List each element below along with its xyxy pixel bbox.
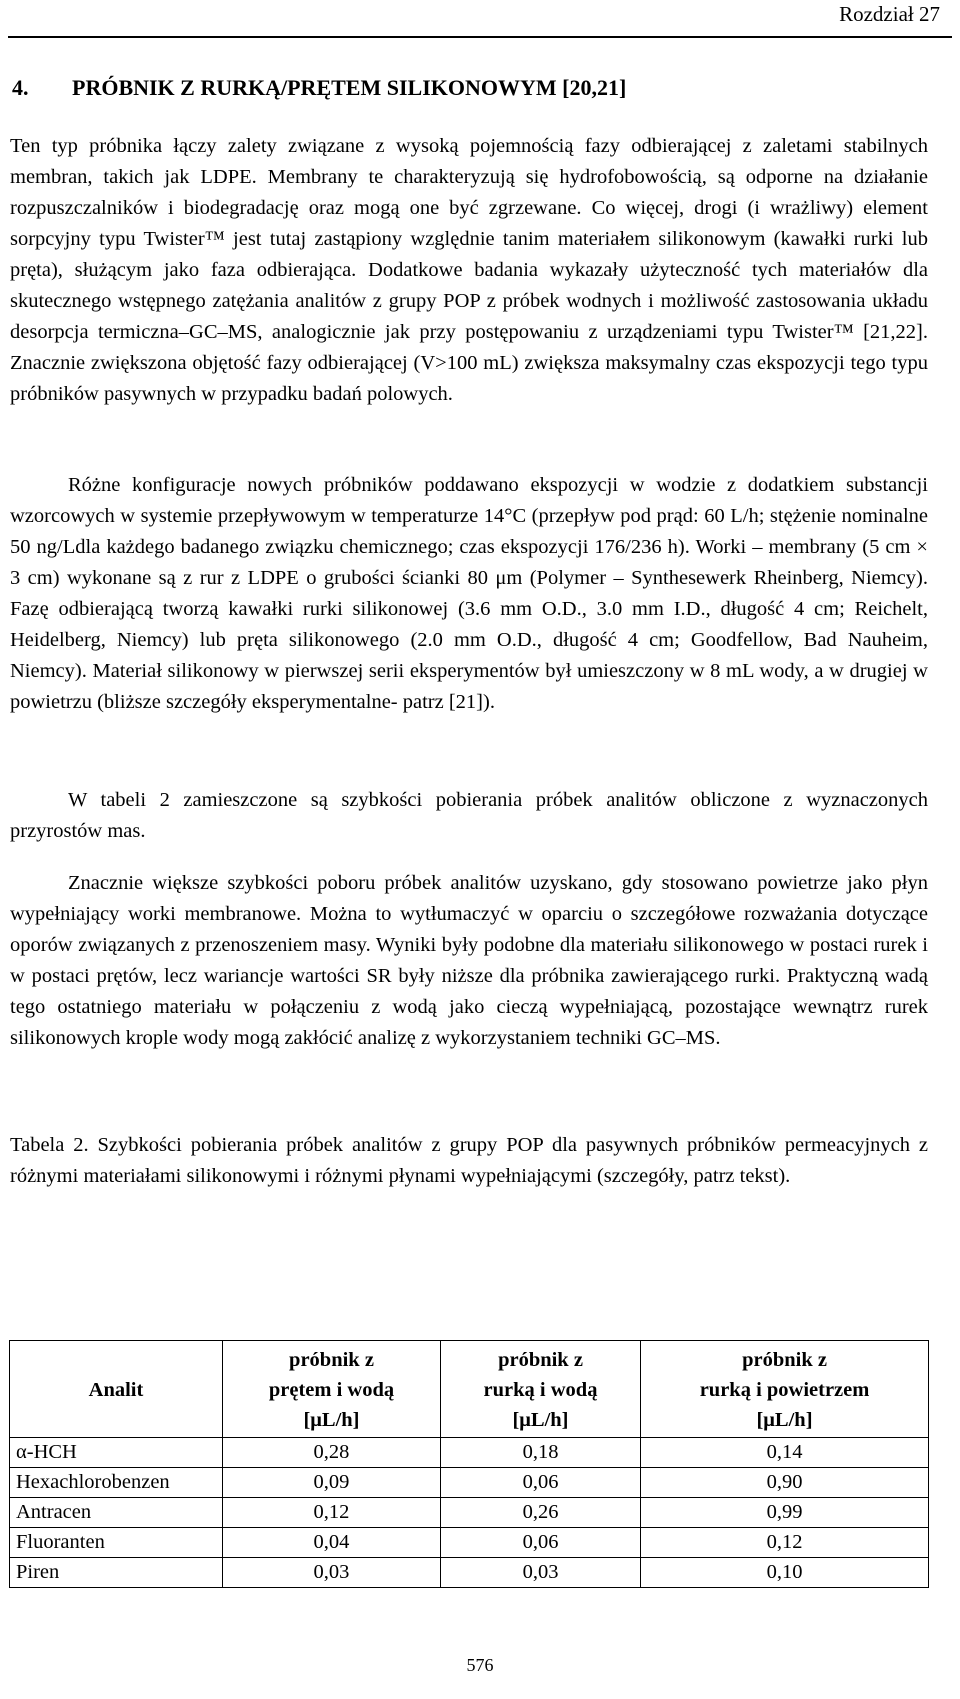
cell-value: 0,03	[223, 1558, 441, 1588]
header-tube-air: próbnik z rurką i powietrzem [μL/h]	[641, 1341, 929, 1438]
header-tube-water: próbnik z rurką i wodą [μL/h]	[440, 1341, 640, 1438]
cell-analyte: Piren	[10, 1558, 223, 1588]
section-heading	[12, 75, 626, 101]
table-caption: Tabela 2. Szybkości pobierania próbek analitów z grupy POP dla pasywnych próbników permeacyjnych z różnymi materiałami silikonowymi i różnymi płynami wypełniającymi (szczegóły, patrz tekst).	[10, 1134, 928, 1187]
table-row	[10, 1438, 929, 1468]
cell-value: 0,14	[641, 1438, 929, 1468]
paragraph-3: W tabeli 2 zamieszczone są szybkości pobierania próbek analitów obliczone z wyznaczonych przyrostów mas.	[10, 789, 928, 842]
cell-analyte: Hexachlorobenzen	[10, 1468, 223, 1498]
section-number: 4.	[12, 75, 29, 100]
cell-value: 0,12	[641, 1528, 929, 1558]
section-title: PRÓBNIK Z RURKĄ/PRĘTEM SILIKONOWYM [20,21]	[72, 75, 627, 100]
cell-value: 0,09	[223, 1468, 441, 1498]
cell-value: 0,12	[223, 1498, 441, 1528]
cell-analyte: Fluoranten	[10, 1528, 223, 1558]
cell-value: 0,26	[440, 1498, 640, 1528]
cell-value: 0,06	[440, 1468, 640, 1498]
header-rule	[8, 36, 952, 38]
cell-value: 0,03	[440, 1558, 640, 1588]
uptake-rate-table	[9, 1340, 929, 1588]
paragraph-4: Znacznie większe szybkości poboru próbek analitów uzyskano, gdy stosowano powietrze jako płyn wypełniający worki membranowe. Można to wytłumaczyć w oparciu o szczegółowe rozważania dotyczące oporów związanych z przenoszeniem masy. Wyniki były podobne dla materiału silikonowego w postaci rurek i w postaci prętów, lecz wariancje wartości SR były niższe dla próbnika zawierającego rurki. Praktyczną wadą tego ostatniego materiału w połączeniu z wodą jako cieczą wypełniającą, pozostające wewnątrz rurek silikonowych krople wody mogą zakłócić analizę z wykorzystaniem techniki GC–MS.	[10, 872, 928, 1049]
cell-analyte: Antracen	[10, 1498, 223, 1528]
cell-value: 0,06	[440, 1528, 640, 1558]
cell-analyte: α-HCH	[10, 1438, 223, 1468]
cell-value: 0,90	[641, 1468, 929, 1498]
header-rod-water: próbnik z prętem i wodą [μL/h]	[223, 1341, 441, 1438]
paragraph-1: Ten typ próbnika łączy zalety związane z wysoką pojemnością fazy odbierającej z zaletami stabilnych membran, takich jak LDPE. Membrany te charakteryzują się hydrofobowością, są odporne na działanie rozpuszczalników i biodegradację oraz mogą one być zgrzewane. Co więcej, drogi (i wrażliwy) element sorpcyjny typu Twister™ jest tutaj zastąpiony względnie tanim materiałem silikonowym (kawałki rurki lub pręta), służącym jako faza odbierająca. Dodatkowe badania wykazały użyteczność tych materiałów dla skutecznego wstępnego zatężania analitów z grupy POP z próbek wodnych i możliwość zastosowania układu desorpcja termiczna–GC–MS, analogicznie jak przy postępowaniu z urządzeniami typu Twister™ [21,22]. Znacznie zwiększona objętość fazy odbierającej (V>100 mL) zwiększa maksymalny czas ekspozycji tego typu próbników pasywnych w przypadku badań polowych.	[10, 135, 928, 405]
cell-value: 0,04	[223, 1528, 441, 1558]
table-row	[10, 1558, 929, 1588]
paragraph-2: Różne konfiguracje nowych próbników poddawano ekspozycji w wodzie z dodatkiem substancji wzorcowych w systemie przepływowym w temperaturze 14°C (przepływ pod prąd: 60 L/h; stężenie nominalne 50 ng/Ldla każdego badanego związku chemicznego; czas ekspozycji 176/236 h). Worki – membrany (5 cm × 3 cm) wykonane są z rur z LDPE o grubości ścianki 80 μm (Polymer – Synthesewerk Rheinberg, Niemcy). Fazę odbierającą tworzą kawałki rurki silikonowej (3.6 mm O.D., 3.0 mm I.D., długość 4 cm; Reichelt, Heidelberg, Niemcy) lub pręta silikonowego (2.0 mm O.D., długość 4 cm; Goodfellow, Bad Nauheim, Niemcy). Materiał silikonowy w pierwszej serii eksperymentów był umieszczony w 8 mL wody, a w drugiej w powietrzu (bliższe szczegóły eksperymentalne- patrz [21]).	[10, 474, 928, 713]
running-header: Rozdział 27	[839, 2, 940, 26]
cell-value: 0,18	[440, 1438, 640, 1468]
cell-value: 0,99	[641, 1498, 929, 1528]
table-row	[10, 1528, 929, 1558]
table-row	[10, 1468, 929, 1498]
table-row	[10, 1498, 929, 1528]
table-header-row	[10, 1341, 929, 1438]
cell-value: 0,10	[641, 1558, 929, 1588]
page-number: 576	[466, 1655, 494, 1675]
cell-value: 0,28	[223, 1438, 441, 1468]
header-analit: Analit	[10, 1341, 223, 1438]
